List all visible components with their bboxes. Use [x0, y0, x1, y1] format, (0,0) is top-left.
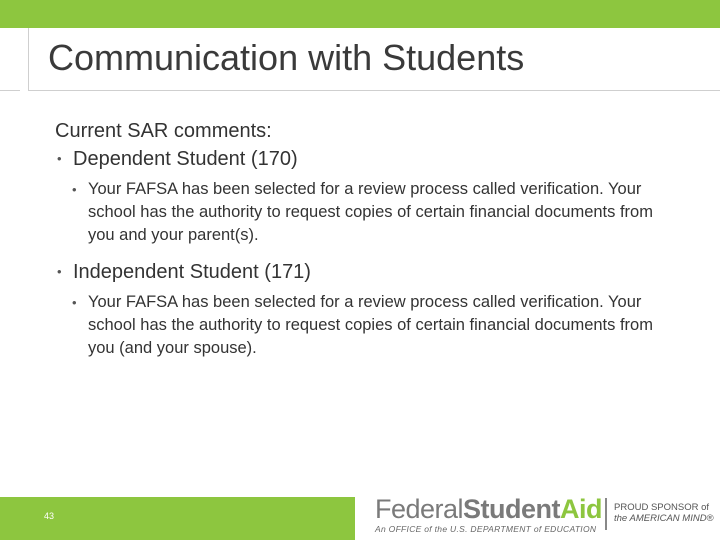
title-rule-left	[0, 90, 20, 91]
page-number: 43	[44, 511, 55, 521]
bullet-dot-icon: •	[57, 151, 62, 166]
sub-bullet-text: Your FAFSA has been selected for a review process called verification. Your school has the authority to request copies of certain financial documents from you (and your spouse).	[88, 293, 653, 357]
sponsor-line-2: the AMERICAN MIND®	[614, 513, 714, 524]
bullet-dot-icon: •	[57, 264, 62, 279]
bullet-item	[55, 146, 675, 172]
title-rule	[28, 90, 720, 91]
sub-bullet-text: Your FAFSA has been selected for a review process called verification. Your school has the authority to request copies of certain financial documents from you and your parent(s).	[88, 180, 653, 244]
top-accent-bar	[0, 0, 720, 28]
bullet-label: Dependent Student (170)	[73, 148, 298, 170]
sponsor-line-1: PROUD SPONSOR of	[614, 502, 710, 513]
bullet-group-dependent	[55, 146, 675, 247]
intro-text: Current SAR comments:	[55, 120, 272, 142]
logo-divider	[605, 498, 607, 530]
bullet-dot-icon: •	[72, 182, 77, 197]
federal-student-aid-logo	[375, 495, 602, 534]
sub-bullet-item	[70, 291, 675, 360]
bullet-item	[55, 259, 675, 285]
bullet-dot-icon: •	[72, 295, 77, 310]
title-rule-vertical	[28, 28, 29, 91]
sponsor-text	[614, 502, 714, 524]
logo-subline: An OFFICE of the U.S. DEPARTMENT of EDUCATION	[375, 524, 597, 534]
logo-student: Student	[463, 494, 561, 524]
bullet-group-independent	[55, 259, 675, 360]
slide-content	[55, 118, 675, 360]
logo-aid: Aid	[560, 494, 603, 524]
sub-bullet-item	[70, 178, 675, 247]
bullet-label: Independent Student (171)	[73, 261, 311, 283]
logo-federal: Federal	[375, 494, 464, 524]
slide-title: Communication with Students	[48, 37, 525, 78]
